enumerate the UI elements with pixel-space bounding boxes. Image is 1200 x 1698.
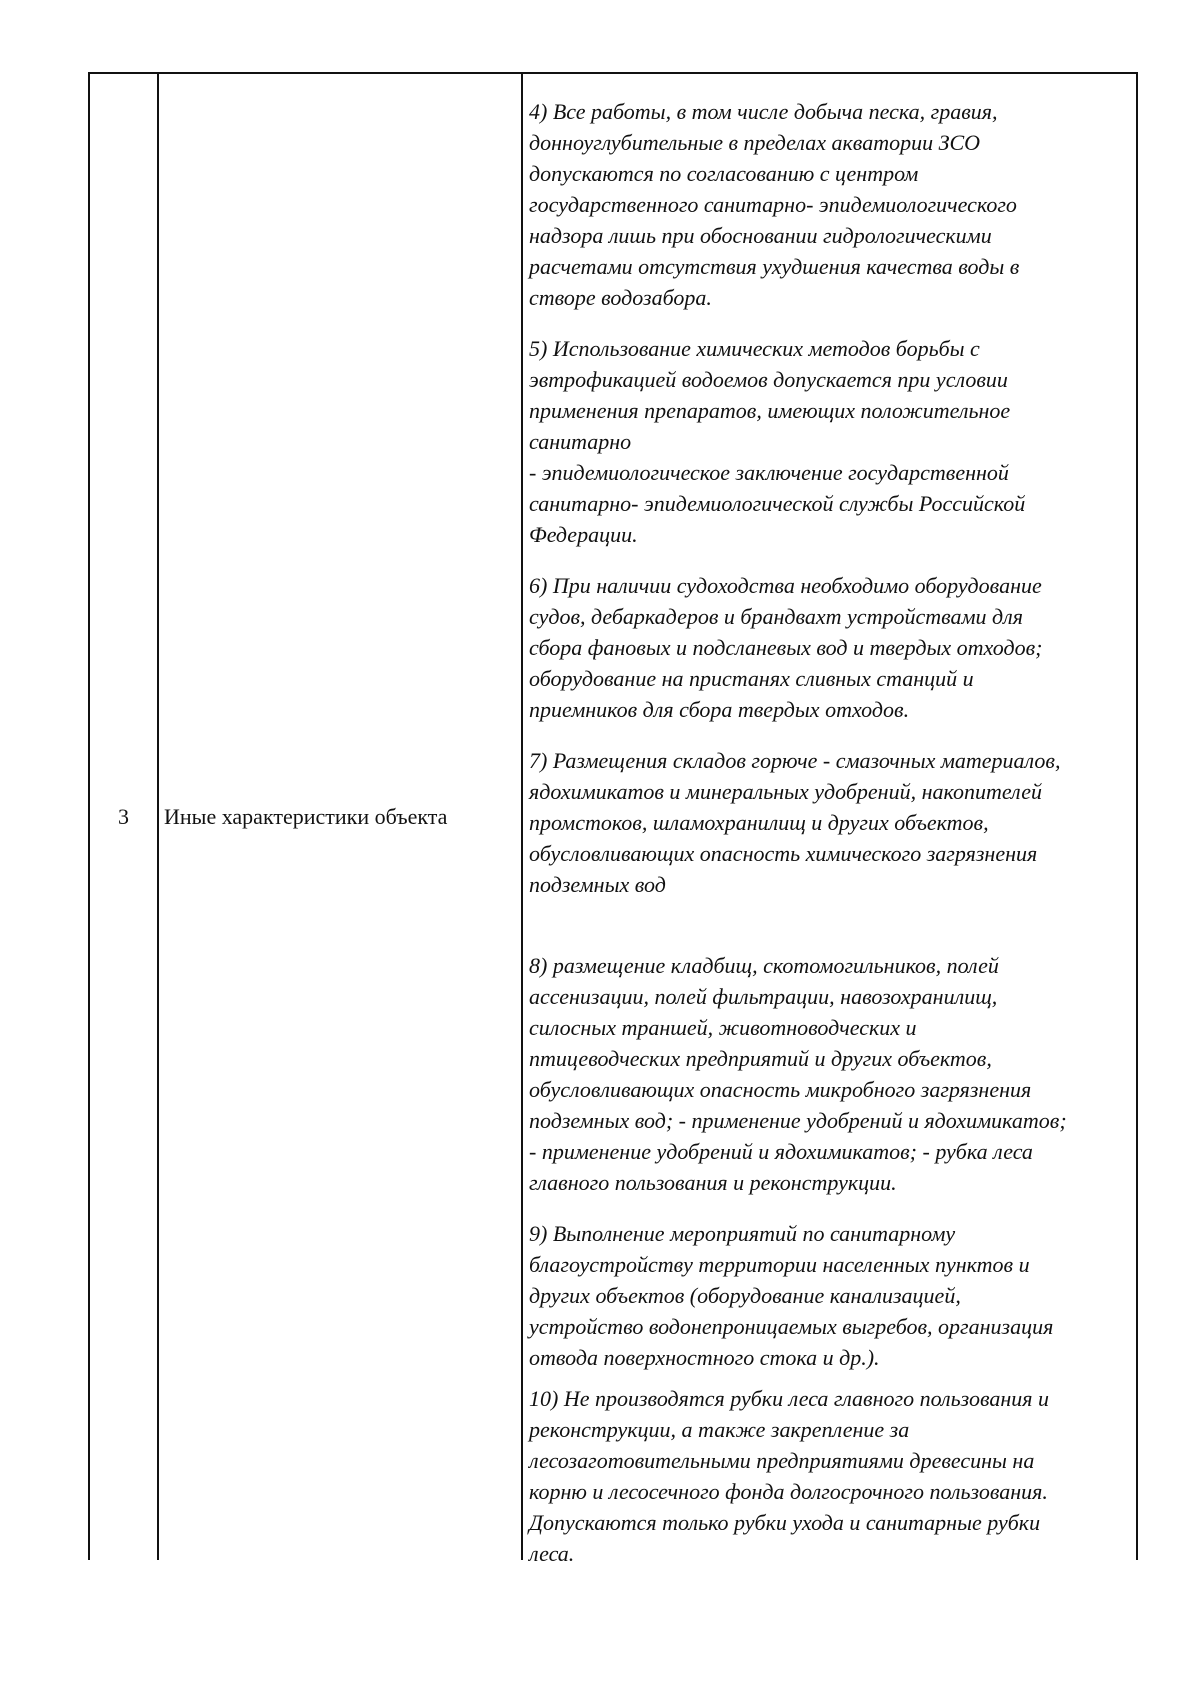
description-cell xyxy=(523,74,1136,1566)
paragraph-8: 8) размещение кладбищ, скотомогильников, полей ассенизации, полей фильтрации, навозохранилищ, силосных траншей, животноводческих и птицеводческих предприятий и других объектов, обусловливающих опасность микробного загрязнения подземных вод; - применение удобрений и ядохимикатов; - применение удобрений и ядохимикатов; - рубка леса главного пользования и реконструкции. xyxy=(529,953,1067,1195)
paragraph-9: 9) Выполнение мероприятий по санитарному благоустройству территории населенных пунктов и других объектов (оборудование канализацией, устройство водонепроницаемых выгребов, организация отвода поверхностного стока и др.). xyxy=(529,1221,1054,1370)
row-label: Иные характеристики объекта xyxy=(164,804,448,829)
table-border-right xyxy=(1136,74,1138,1560)
paragraph-10: 10) Не производятся рубки леса главного пользования и реконструкции, а также закрепление за лесозаготовительными предприятиями древесины на корню и лесосечного фонда долгосрочного пользования. Допускаются только рубки ухода и санитарные рубки леса. xyxy=(529,1386,1049,1566)
paragraph-5: 5) Использование химических методов борьбы с эвтрофикацией водоемов допускается при условии применения препаратов, имеющих положительное санитарно - эпидемиологическое заключение государственной санитарно- эпидемиологической службы Российской Федерации. xyxy=(529,336,1026,547)
paragraph-4: 4) Все работы, в том числе добыча песка, гравия, донноуглубительные в пределах акватории ЗСО допускаются по согласованию с центром государственного санитарно- эпидемиологического надзора лишь при обосновании гидрологическими расчетами отсутствия ухудшения качества воды в створе водозабора. xyxy=(529,99,1020,310)
paragraph-6: 6) При наличии судоходства необходимо оборудование судов, дебаркадеров и брандвахт устройствами для сбора фановых и подсланевых вод и твердых отходов; оборудование на пристанях сливных станций и приемников для сбора твердых отходов. xyxy=(529,573,1043,722)
row-label-cell xyxy=(159,74,521,1560)
row-number-cell xyxy=(90,74,157,1560)
characteristics-table xyxy=(88,72,1138,1566)
paragraph-7: 7) Размещения складов горюче - смазочных материалов, ядохимикатов и минеральных удобрений, накопителей промстоков, шламохранилищ и других объектов, обусловливающих опасность химического загрязнения подземных вод xyxy=(529,748,1061,897)
row-number: 3 xyxy=(118,804,129,829)
